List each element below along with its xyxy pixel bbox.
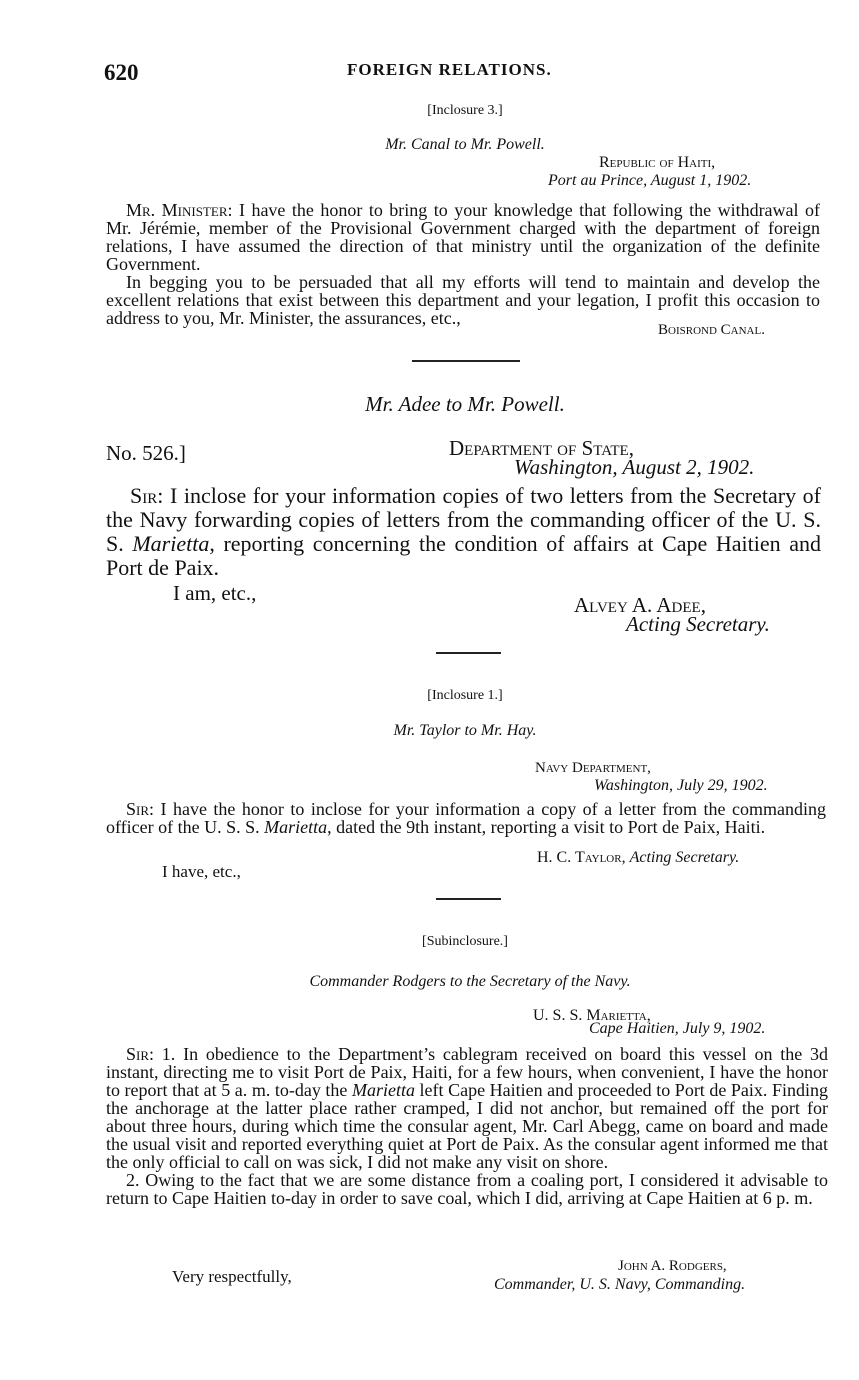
- signature-line: [537, 849, 739, 867]
- salutation: Sir:: [130, 483, 164, 508]
- signature-title: Acting Secretary.: [629, 849, 740, 866]
- signature: Alvey A. Adee,: [574, 593, 706, 617]
- letter-title: Mr. Canal to Mr. Powell.: [385, 136, 545, 153]
- letter-title: Mr. Taylor to Mr. Hay.: [393, 722, 537, 739]
- letter-body: [106, 800, 826, 836]
- inclosure-label: [Subinclosure.]: [422, 934, 508, 949]
- ship-name: Marietta: [351, 1080, 415, 1100]
- signature-title: Commander, U. S. Navy, Commanding.: [494, 1276, 746, 1293]
- closing: Very respectfully,: [172, 1267, 292, 1286]
- inclosure-label: [Inclosure 1.]: [427, 688, 503, 703]
- paragraph: , dated the 9th instant, reporting a visit to Port de Paix, Haiti.: [327, 817, 766, 837]
- paragraph: 2. Owing to the fact that we are some distance from a coaling port, I considered it advisable to return to Cape Haitien to-day in order to save coal, which I did, arriving at Cape Haitien at 6 p. m.: [106, 1170, 828, 1208]
- running-title: FOREIGN RELATIONS.: [347, 60, 552, 79]
- page-number: 620: [104, 60, 139, 85]
- letter-body: [106, 1045, 828, 1207]
- paragraph: I have the honor to bring to your knowledge that following the withdrawal of Mr. Jérémie, member of the Provisional Government charged with the department of foreign relations, I have assumed the direction of that ministry until the organization of the definite Government.: [106, 200, 821, 274]
- letter-body: [106, 484, 821, 580]
- paragraph: In begging you to be persuaded that all my efforts will tend to maintain and develop the excellent relations that exist between this department and your legation, I profit this occasion to address to you, Mr. Minister, the assurances, etc.,: [106, 272, 820, 328]
- vessel-name: U. S. S. Marietta,: [533, 1007, 651, 1024]
- closing: I have, etc.,: [162, 862, 241, 881]
- paragraph: 1. In obedience to the Department’s cablegram received on board this vessel on the 3d instant, directing me to visit Port de Paix, Haiti, for a few hours, when convenient, I have the honor to report that at 5 a. m. to-day the: [106, 1044, 828, 1100]
- salutation: Mr. Minister:: [126, 200, 233, 220]
- letter-date: Port au Prince, August 1, 1902.: [548, 172, 752, 189]
- signature: John A. Rodgers,: [618, 1258, 727, 1274]
- letter-place: Department of State,: [449, 436, 634, 460]
- divider: [436, 898, 501, 900]
- letter-title: Mr. Adee to Mr. Powell.: [365, 392, 565, 416]
- letter-date: Cape Haitien, July 9, 1902.: [589, 1020, 766, 1037]
- paragraph: left Cape Haitien and proceeded to Port de Paix. Finding the anchorage at the latter place rather cramped, I did not anchor, but remained off the port for about three hours, during which time the consular agent, Mr. Carl Abegg, came on board and made the usual visit and reported everything quiet at Port de Paix. As the consular agent informed me that the only official to call on was sick, I did not make any visit on shore.: [106, 1080, 828, 1172]
- paragraph: I inclose for your information copies of two letters from the Secretary of the Navy forwarding copies of letters from the commanding officer of the U. S. S.: [106, 483, 821, 556]
- signature: Boisrond Canal.: [658, 322, 765, 338]
- divider: [412, 360, 520, 362]
- salutation: Sir:: [126, 799, 155, 819]
- letter-place: Republic of Haiti,: [599, 154, 716, 171]
- paragraph: , reporting concerning the condition of affairs at Cape Haitien and Port de Paix.: [106, 531, 821, 580]
- paragraph: I have the honor to inclose for your information a copy of a letter from the commanding officer of the U. S. S.: [106, 799, 826, 837]
- signature-title: Acting Secretary.: [626, 612, 770, 636]
- salutation: Sir:: [126, 1044, 155, 1064]
- closing: I am, etc.,: [173, 581, 257, 605]
- letter-date: Washington, August 2, 1902.: [514, 455, 755, 479]
- ship-name: Marietta: [132, 531, 210, 556]
- letter-title: Commander Rodgers to the Secretary of the Navy.: [309, 973, 631, 990]
- inclosure-label: [Inclosure 3.]: [427, 103, 503, 118]
- letter-place: Navy Department,: [535, 760, 651, 776]
- letter-body: [106, 201, 820, 327]
- signature: H. C. Taylor,: [537, 849, 626, 866]
- dispatch-number: No. 526.]: [106, 441, 186, 465]
- letter-date: Washington, July 29, 1902.: [594, 777, 768, 794]
- ship-name: Marietta: [264, 817, 328, 837]
- divider: [436, 652, 501, 654]
